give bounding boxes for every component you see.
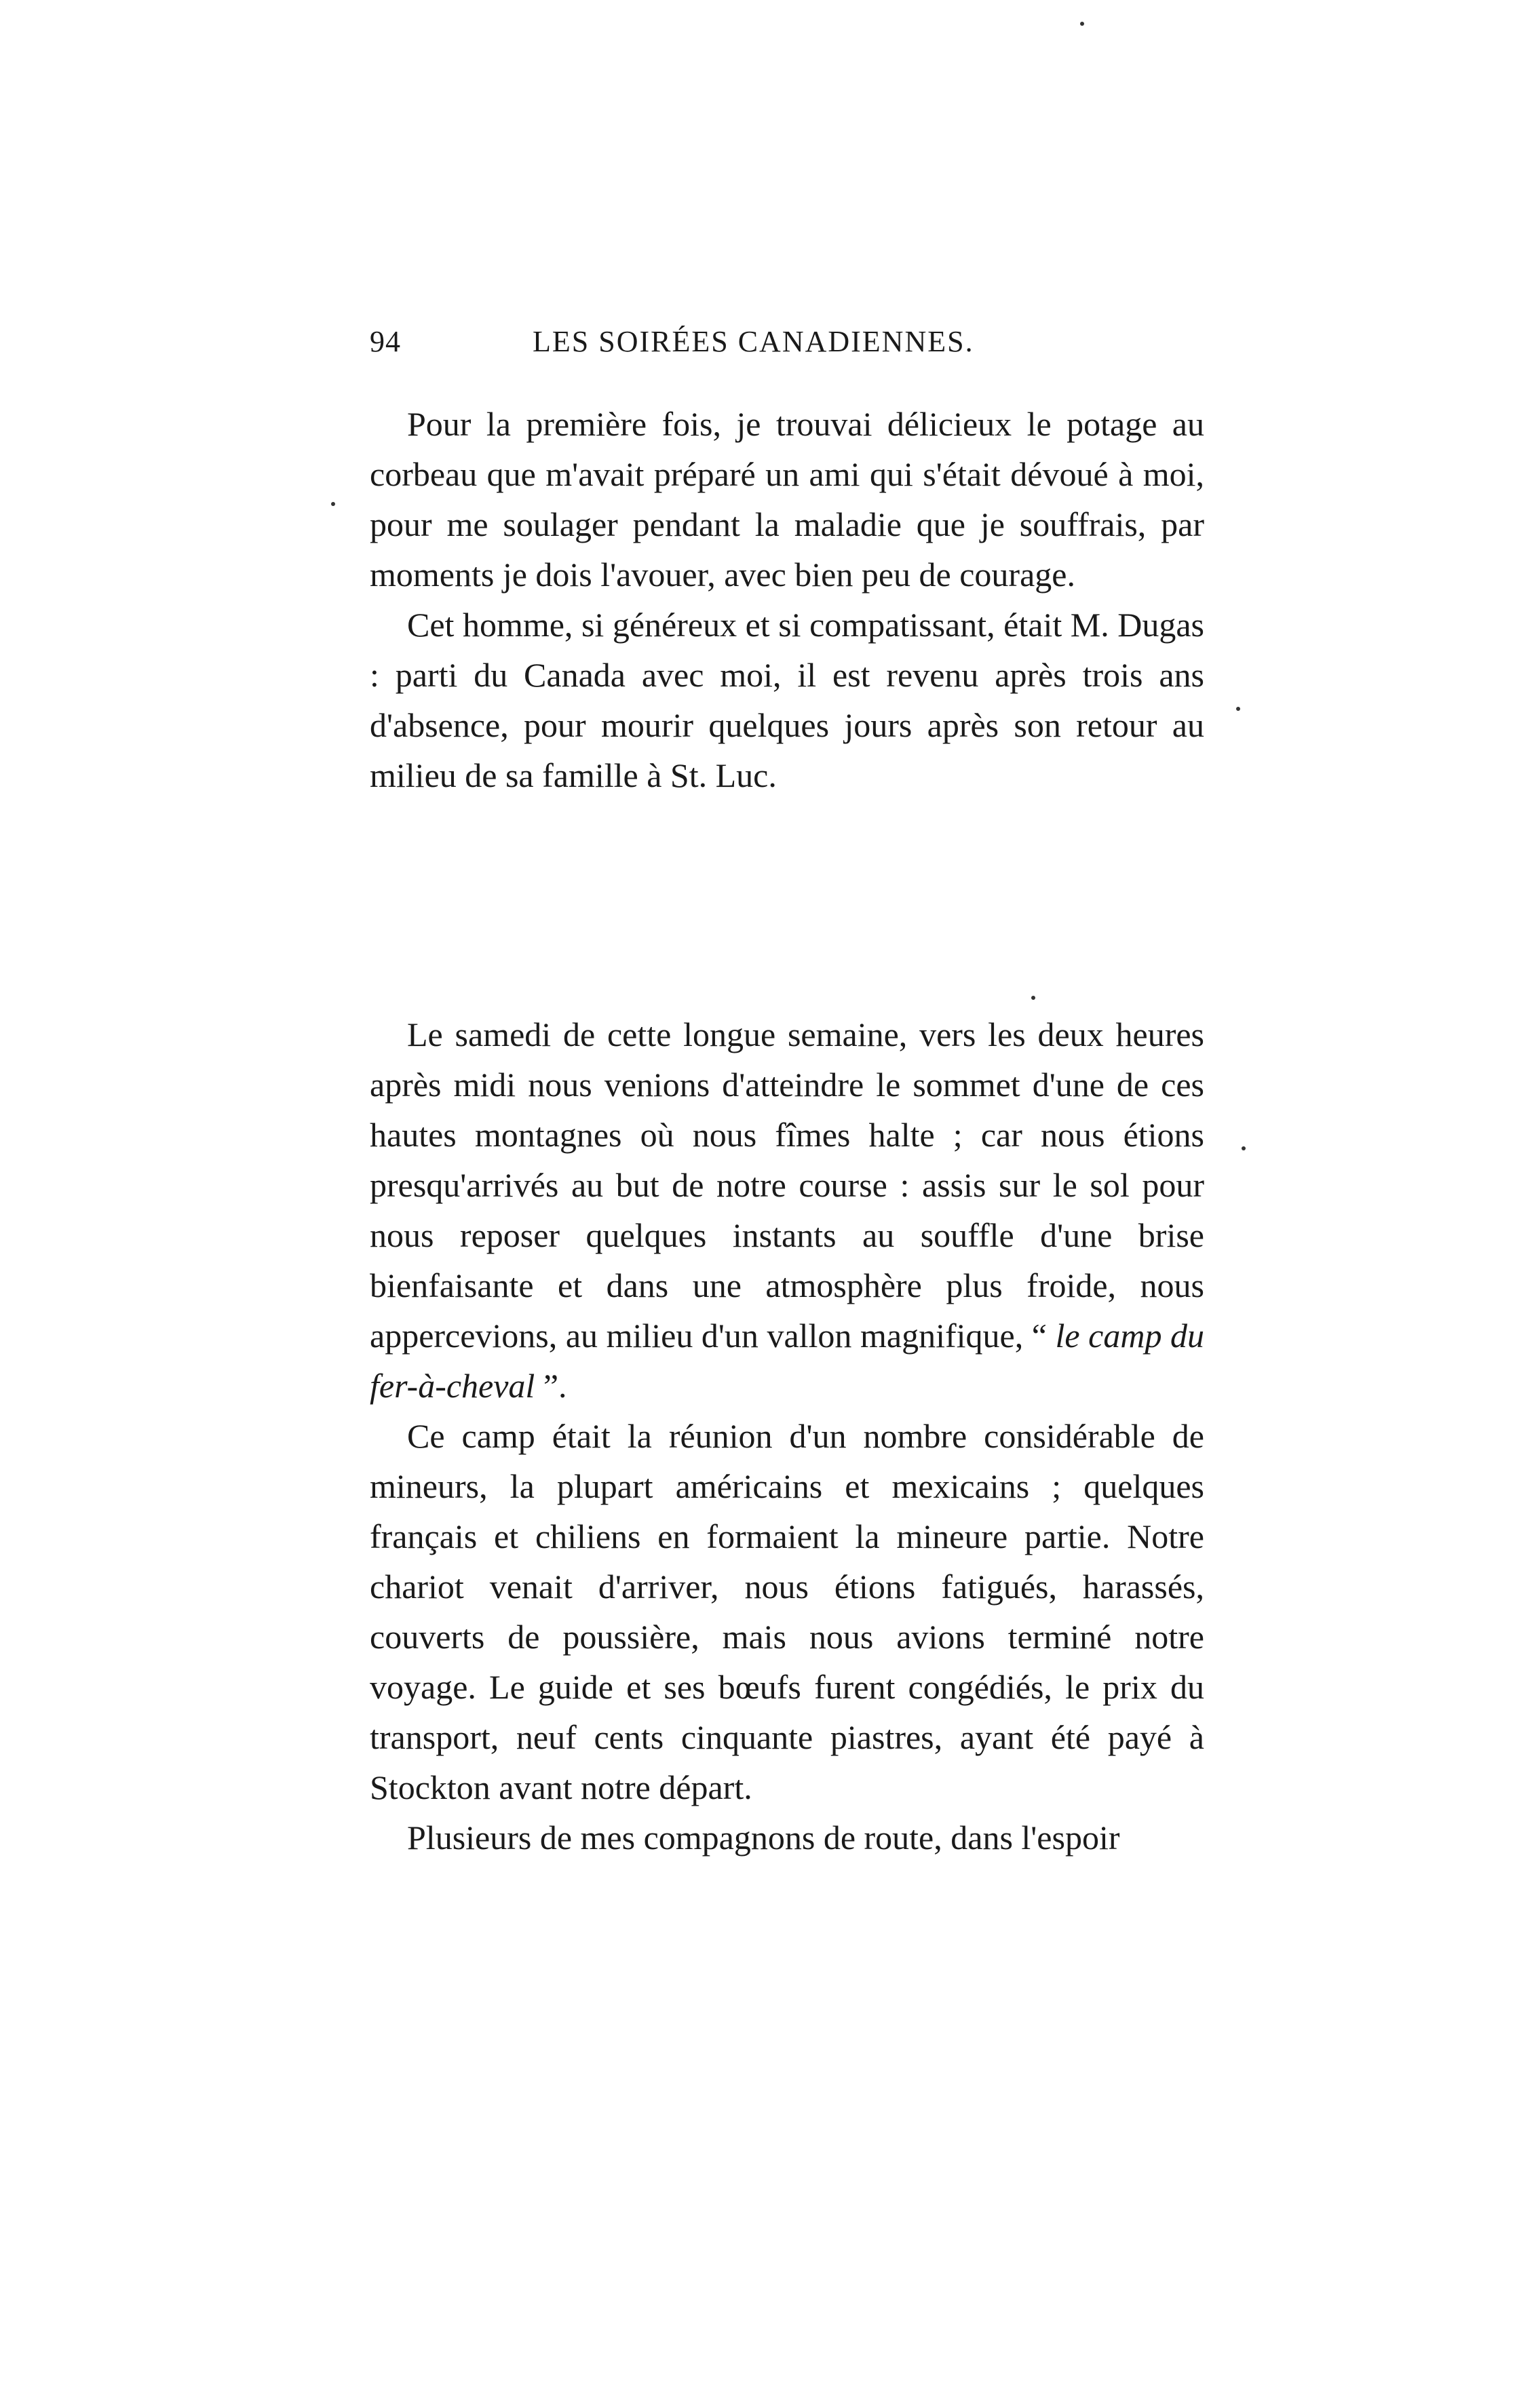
scan-speck	[1031, 996, 1035, 1000]
paragraph-camp: Ce camp était la réunion d'un nombre considérable de mineurs, la plupart américains et mexicains ; quelques français et chiliens en formaient la mineure partie. Notre chariot venait d'arriver, nous étions fatigués, harassés, couverts de poussière, mais nous avions terminé notre voyage. Le guide et ses bœufs furent congédiés, le prix du transport, neuf cents cinquante piastres, ayant été payé à Stockton avant notre départ.	[370, 1417, 1204, 1806]
scan-speck	[1080, 22, 1084, 26]
scan-speck	[1236, 707, 1240, 711]
paragraph-potage: Pour la première fois, je trouvai délicieux le potage au corbeau que m'avait préparé un ami qui s'était dévoué à moi, pour me soulager pendant la maladie que je souffrais, par moments je dois l'avouer, avec bien peu de courage.	[370, 405, 1204, 594]
paragraph-samedi-text: Le samedi de cette longue semaine, vers les deux heures après midi nous venions d'atteindre le sommet d'une de ces hautes montagnes où nous fîmes halte ; car nous étions presqu'arrivés au but de notre course : assis sur le sol pour nous reposer quelques instants au souffle d'une brise bienfaisante et dans une atmosphère plus froide, nous appercevions, au milieu d'un vallon magnifique, “	[370, 1015, 1204, 1355]
paragraph-dugas: Cet homme, si généreux et si compatissant, était M. Dugas : parti du Canada avec moi, il est revenu après trois ans d'absence, pour mourir quelques jours après son retour au milieu de sa famille à St. Luc.	[370, 606, 1204, 794]
paragraph-samedi	[370, 1009, 1204, 1411]
paragraph-samedi-end: ”.	[535, 1367, 567, 1405]
paragraph-plusieurs: Plusieurs de mes compagnons de route, dans l'espoir	[407, 1819, 1120, 1857]
running-title: LES SOIRÉES CANADIENNES.	[533, 325, 974, 358]
scan-speck	[331, 502, 335, 506]
running-head	[370, 324, 1279, 372]
scan-speck	[1242, 1146, 1246, 1150]
text-section-2	[370, 1009, 1204, 1863]
camp-name-italic: le camp du fer-à-cheval	[370, 1317, 1204, 1405]
page-number: 94	[370, 325, 401, 358]
text-section-1	[370, 399, 1204, 800]
